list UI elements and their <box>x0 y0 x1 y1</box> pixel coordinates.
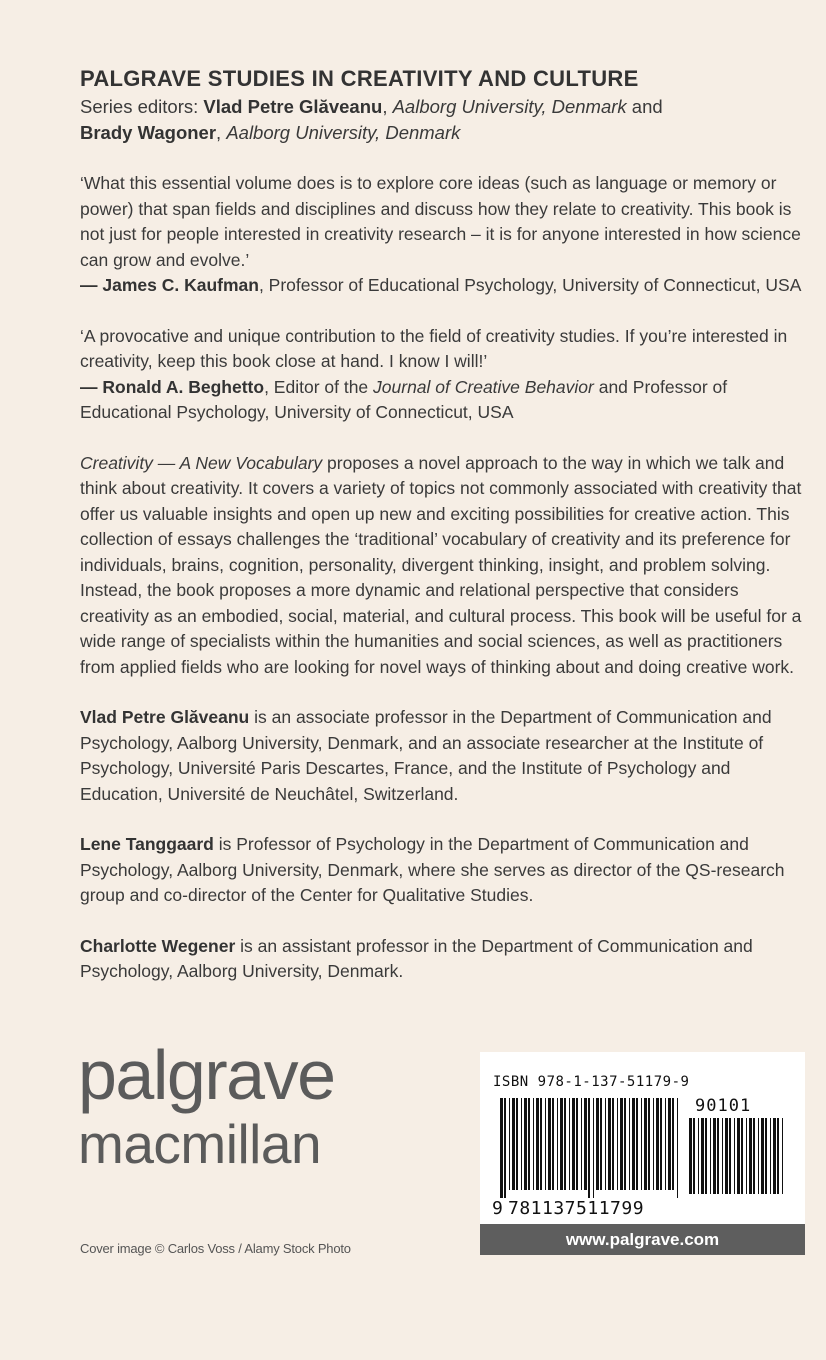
author-1-name: Vlad Petre Glăveanu <box>80 707 250 727</box>
editor2-name: Brady Wagoner <box>80 122 217 143</box>
book-title: Creativity — A New Vocabulary <box>80 452 323 473</box>
endorsement-1-name: — James C. Kaufman <box>80 275 259 295</box>
series-editors: Series editors: Vlad Petre Glăveanu, Aalborg University, Denmark and Brady Wagoner, Aalborg University, Denmark <box>80 96 663 143</box>
series-editors-prefix: Series editors: <box>80 96 204 117</box>
isbn-label: ISBN 978-1-137-51179-9 <box>493 1074 690 1090</box>
author-bio-3 <box>80 934 802 985</box>
author-2-name: Lene Tanggaard <box>80 834 214 854</box>
publisher-logo <box>78 1036 335 1175</box>
author-2-bio: is Professor of Psychology in the Department of Communication and Psychology, Aalborg University, Denmark, where she serves as director of the QS-research group and co-director of the Center for Qualitative Studies. <box>80 834 785 905</box>
series-title: PALGRAVE STUDIES IN CREATIVITY AND CULTURE <box>80 66 639 91</box>
barcode-first-digit: 9 <box>492 1198 503 1219</box>
cover-image-credit: Cover image © Carlos Voss / Alamy Stock Photo <box>80 1241 351 1256</box>
addon-barcode-bars <box>689 1118 789 1198</box>
author-bio-2 <box>80 832 802 909</box>
journal-title: Journal of Creative Behavior <box>373 376 594 397</box>
barcode-digits: 781137511799 <box>508 1198 645 1219</box>
endorsement-2 <box>80 324 802 426</box>
logo-line-1: palgrave <box>78 1036 335 1114</box>
barcode-bars <box>500 1098 680 1198</box>
editor-and: and <box>626 96 663 117</box>
endorsement-2-role-post: and Professor of Educational Psychology, University of Connecticut, USA <box>80 376 728 422</box>
author-3-name: Charlotte Wegener <box>80 935 236 956</box>
endorsement-1-quote: ‘What this essential volume does is to explore core ideas (such as language or memory or power) that span fields and disciplines and discuss how they relate to creativity. This book is not just for people interested in creativity research – it is for anyone interested in how science can grow and evolve.’ <box>80 173 801 270</box>
website-url[interactable]: www.palgrave.com <box>480 1224 805 1255</box>
addon-digits: 90101 <box>695 1096 752 1116</box>
logo-line-2: macmillan <box>78 1113 322 1175</box>
editor1-affiliation: Aalborg University, Denmark <box>392 96 627 117</box>
editor1-name: Vlad Petre Glăveanu <box>203 96 383 117</box>
author-1-bio: is an associate professor in the Department of Communication and Psychology, Aalborg University, Denmark, and an associate researcher at the Institute of Psychology, Université Paris Descartes, France, and the Institute of Psychology and Education, Université de Neuchâtel, Switzerland. <box>80 707 772 804</box>
back-cover-text <box>80 64 802 985</box>
endorsement-2-name: — Ronald A. Beghetto <box>80 376 265 397</box>
endorsement-1-role: , Professor of Educational Psychology, University of Connecticut, USA <box>258 275 802 295</box>
endorsement-2-role-pre: , Editor of the <box>264 376 374 397</box>
book-blurb <box>80 451 802 681</box>
endorsement-1 <box>80 171 802 299</box>
author-3-bio: is an assistant professor in the Department of Communication and Psychology, Aalborg University, Denmark. <box>80 935 753 981</box>
author-bio-1 <box>80 705 802 807</box>
editor2-affiliation: Aalborg University, Denmark <box>226 122 461 143</box>
barcode <box>480 1052 805 1224</box>
blurb-text: proposes a novel approach to the way in which we talk and think about creativity. It covers a variety of topics not commonly associated with creativity that offer us valuable insights and open up new and exciting possibilities for creative action. This collection of essays challenges the ‘traditional’ vocabulary of creativity and its preference for individuals, brains, cognition, personality, divergent thinking, insight, and problem solving. Instead, the book proposes a more dynamic and relational perspective that considers creativity as an embodied, social, material, and cultural process. This book will be useful for a wide range of specialists within the humanities and social sciences, as well as practitioners from applied fields who are looking for novel ways of thinking about and doing creative work. <box>80 452 802 677</box>
endorsement-2-quote: ‘A provocative and unique contribution to the field of creativity studies. If you’re interested in creativity, keep this book close at hand. I know I will!’ <box>80 325 788 371</box>
